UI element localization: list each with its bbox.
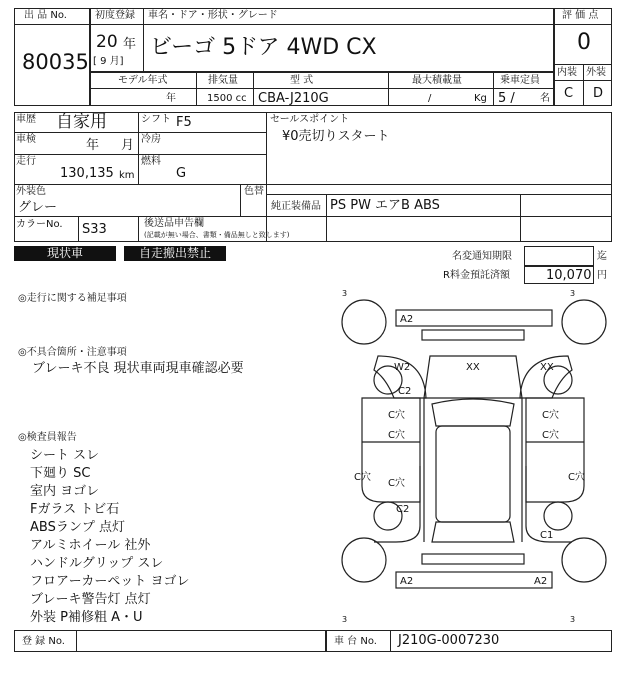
mark-lf-door2: C穴 xyxy=(388,430,405,441)
name-change-unit: 迄 xyxy=(597,251,607,262)
chassis-number: J210G-0007230 xyxy=(398,633,500,648)
mark-rear-bumper-l: A2 xyxy=(400,576,414,587)
mark-lf-fender-w: W2 xyxy=(394,362,411,373)
supplement-title: ◎走行に関する補足事項 xyxy=(18,293,127,304)
inspector-report-line: フロアーカーペット ヨゴレ xyxy=(30,574,190,589)
mark-rear-bumper-r: A2 xyxy=(534,576,548,587)
windshield xyxy=(432,399,514,426)
color-change-label: 色替 xyxy=(244,186,264,197)
defect-title: ◎不具合箇所・注意事項 xyxy=(18,347,127,358)
name-change-label: 名変通知期限 xyxy=(452,251,512,262)
tread-fr: 3 xyxy=(570,289,576,298)
mark-lr-fender: C2 xyxy=(396,504,410,515)
capacity-unit: 名 xyxy=(540,93,550,104)
year-unit: 年 xyxy=(123,37,137,52)
docs-label: 後送品申告欄 xyxy=(144,218,204,229)
roof xyxy=(436,426,510,522)
history: 自家用 xyxy=(56,112,107,132)
overall-grade: 0 xyxy=(577,30,591,55)
inspector-report-line: アルミホイール 社外 xyxy=(30,538,151,553)
lot-number: 80035 xyxy=(22,50,89,74)
color-no-label: カラーNo. xyxy=(16,219,63,230)
model-year-unit: 年 xyxy=(166,93,176,104)
interior-label: 内装 xyxy=(557,67,577,78)
current-condition-badge: 現状車 xyxy=(14,246,116,261)
tire-rear-left xyxy=(342,538,386,582)
history-label: 車歴 xyxy=(16,114,36,125)
inspector-report-line: 外装 P補修粗 A・U xyxy=(30,610,143,625)
first-reg-year: 20 xyxy=(96,32,118,52)
mark-hood: XX xyxy=(466,362,480,373)
front-bumper xyxy=(396,310,552,326)
inspector-report-line: シート スレ xyxy=(30,448,100,463)
fuel: G xyxy=(176,166,187,181)
inspector-report-line: Fガラス トビ石 xyxy=(30,502,120,517)
fuel-label: 燃料 xyxy=(141,156,161,167)
car-name: ビーゴ 5ドア 4WD CX xyxy=(150,35,377,60)
tire-rear-right xyxy=(562,538,606,582)
name-change-box xyxy=(524,246,594,266)
recycle-unit: 円 xyxy=(597,270,607,281)
mark-left-rocker: C穴 xyxy=(354,472,371,483)
tire-front-right xyxy=(562,300,606,344)
color-label: 外装色 xyxy=(16,186,46,197)
inspector-report-line: ABSランプ 点灯 xyxy=(30,520,125,535)
shift-label: シフト xyxy=(141,114,171,125)
no-self-drive-badge: 自走搬出禁止 xyxy=(124,246,226,261)
car-damage-diagram xyxy=(334,286,612,626)
mark-rf-door: C穴 xyxy=(542,410,559,421)
first-reg-label: 初度登録 xyxy=(95,10,135,21)
mark-lf-fender-c: C2 xyxy=(398,386,412,397)
right-rear-wheel-arch xyxy=(544,502,572,530)
shift: F5 xyxy=(176,115,192,130)
inspection-month-unit: 月 xyxy=(121,138,135,153)
tread-rl: 3 xyxy=(342,615,348,624)
car-name-label: 車名・ドア・形状・グレード xyxy=(148,10,278,21)
type-label: 型 式 xyxy=(290,75,314,86)
lot-label: 出 品 No. xyxy=(24,10,67,21)
tire-front-left xyxy=(342,300,386,344)
inspector-report-line: ブレーキ警告灯 点灯 xyxy=(30,592,151,607)
reg-no-label: 登 録 No. xyxy=(22,636,65,647)
mark-right-rocker: C穴 xyxy=(568,472,585,483)
mark-rf-door2: C穴 xyxy=(542,430,559,441)
mileage: 130,135 xyxy=(60,166,114,181)
color-no: S33 xyxy=(82,222,107,237)
mark-lf-door: C穴 xyxy=(388,410,405,421)
grade-label: 評 価 点 xyxy=(562,10,599,21)
mark-front-bumper: A2 xyxy=(400,314,414,325)
exterior-grade: D xyxy=(593,86,604,101)
inspection-year-unit: 年 xyxy=(86,138,100,153)
recycle-fee: 10,070 xyxy=(546,268,592,283)
ac-label: 冷房 xyxy=(141,134,161,145)
docs-note: (記載が無い場合、書類・備品無しと致します) xyxy=(144,231,290,239)
displacement: 1500 cc xyxy=(207,93,247,104)
displacement-label: 排気量 xyxy=(208,75,238,86)
equipment: PS PW エアB ABS xyxy=(330,198,440,213)
capacity-label: 乗車定員 xyxy=(500,75,540,86)
interior-grade: C xyxy=(564,86,574,101)
max-load-label: 最大積載量 xyxy=(412,75,462,86)
tread-rr: 3 xyxy=(570,615,576,624)
mark-lr-door: C穴 xyxy=(388,478,405,489)
first-reg-month: [ 9 月] xyxy=(93,56,124,67)
sales-point-label: セールスポイント xyxy=(270,114,350,125)
inspector-report-line: ハンドルグリップ スレ xyxy=(30,556,164,571)
model-year-label: モデル年式 xyxy=(118,75,168,86)
mark-rr-fender: C1 xyxy=(540,530,554,541)
inspector-report-line: 室内 ヨゴレ xyxy=(30,484,100,499)
inspection-label: 車検 xyxy=(16,134,36,145)
tread-fl: 3 xyxy=(342,289,348,298)
front-grille xyxy=(422,330,524,340)
exterior-label: 外装 xyxy=(586,67,606,78)
inspector-title: ◎検査員報告 xyxy=(18,432,77,443)
model-type: CBA-J210G xyxy=(258,91,329,106)
rear-garnish xyxy=(422,554,524,564)
defect-text: ブレーキ不良 現状車両現車確認必要 xyxy=(32,361,244,376)
inspector-report-line: 下廻り SC xyxy=(30,466,91,481)
max-load-unit: Kg xyxy=(474,93,487,104)
chassis-label: 車 台 No. xyxy=(334,636,377,647)
max-load-sep: / xyxy=(428,93,432,104)
recycle-label: R料金預託済額 xyxy=(443,270,510,281)
color: グレー xyxy=(18,200,58,215)
sales-point: ¥0売切りスタート xyxy=(282,129,390,144)
mark-right-front: XX xyxy=(540,362,554,373)
rear-bumper xyxy=(396,572,552,588)
mileage-label: 走行 xyxy=(16,156,36,167)
capacity: 5 / xyxy=(498,91,515,106)
mileage-unit: km xyxy=(119,170,135,181)
equipment-label: 純正装備品 xyxy=(271,201,321,212)
rear-glass xyxy=(432,522,514,542)
